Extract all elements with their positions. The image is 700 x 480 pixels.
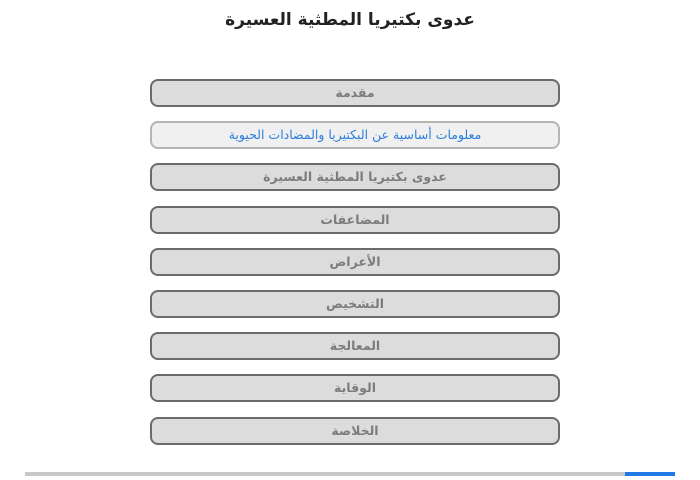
menu-item-prevention[interactable]: الوقاية	[150, 374, 560, 402]
menu-item-diagnosis[interactable]: التشخيص	[150, 290, 560, 318]
progress-bar-fill	[625, 472, 675, 476]
menu-item-infection[interactable]: عدوى بكتيريا المطثية العسيرة	[150, 163, 560, 191]
progress-bar	[25, 472, 675, 476]
menu-item-symptoms[interactable]: الأعراض	[150, 248, 560, 276]
menu-item-treatment[interactable]: المعالجة	[150, 332, 560, 360]
menu-item-complications[interactable]: المضاعفات	[150, 206, 560, 234]
page-title: عدوى بكتيريا المطثية العسيرة	[225, 10, 475, 30]
menu-item-summary[interactable]: الخلاصة	[150, 417, 560, 445]
chapter-menu	[150, 79, 560, 459]
menu-item-basics[interactable]: معلومات أساسية عن البكتيريا والمضادات الحيوية	[150, 121, 560, 149]
menu-item-introduction[interactable]: مقدمة	[150, 79, 560, 107]
